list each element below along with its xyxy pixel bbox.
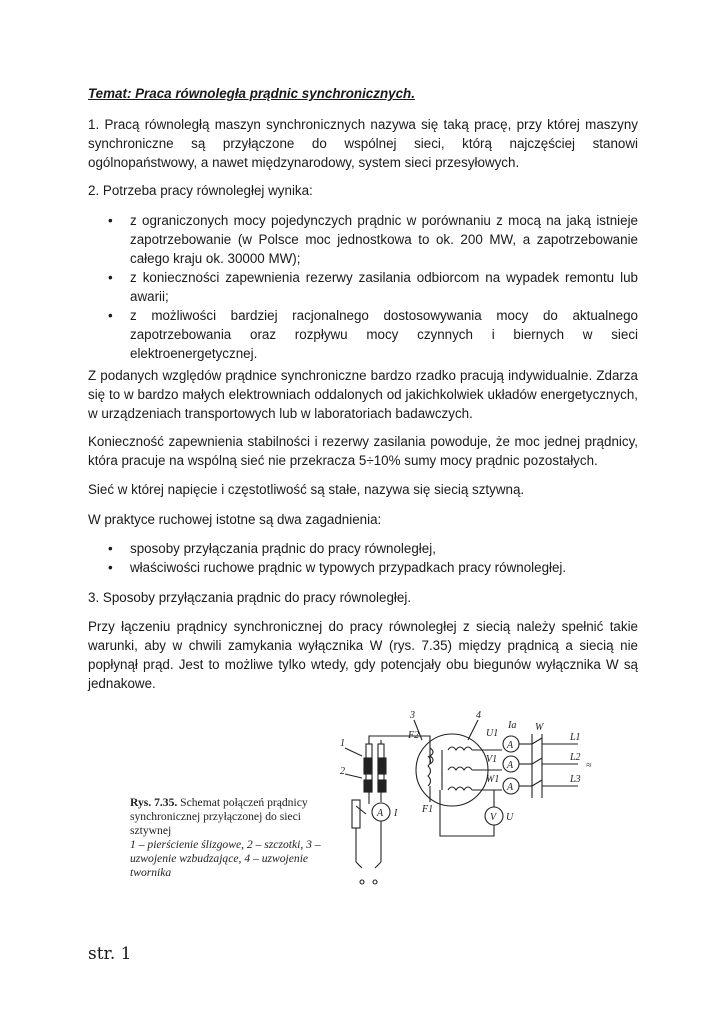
ammeter-w-label: A [507, 782, 514, 793]
label-1: 1 [340, 738, 345, 749]
paragraph-5: Sieć w której napięcie i częstotliwość są stałe, nazywa się siecią sztywną. [88, 482, 525, 497]
label-w1: W1 [486, 774, 500, 785]
paragraph-2: 2. Potrzeba pracy równoległej wynika: [88, 183, 313, 198]
list-item: • z konieczności zapewnienia rezerwy zasilania odbiorcom na wypadek remontu lub awarii; [88, 268, 638, 306]
label-u: U [506, 812, 514, 823]
caption-title: Rys. 7.35. [130, 796, 178, 809]
label-f2: F2 [408, 730, 420, 741]
page-title: Temat: Praca równoległa prądnic synchronicznych. [88, 86, 415, 101]
label-v1: V1 [486, 754, 498, 765]
list-item: • sposoby przyłączania prądnic do pracy równoległej, [88, 539, 638, 558]
list-item: • z ograniczonych mocy pojedynczych prądnic w porównaniu z mocą na jaką istnieje zapotrzebowanie (w Polsce moc jednostkowa to ok. 200 MW, a zapotrzebowanie całego kraju ok. 30000 MW); [88, 211, 638, 268]
paragraph-8: Przy łączeniu prądnicy synchronicznej do pracy równoległej z siecią należy spełnić takie warunki, aby w chwili zamykania wyłącznika W (rys. 7.35) między prądnicą a siecią nie popłynął prąd. Jest to możliwe tylko wtedy, gdy potencjały obu biegunów wyłącznika W są jednakowe. [88, 619, 638, 691]
label-u1: U1 [486, 728, 499, 739]
page-number: str. 1 [88, 944, 132, 964]
label-4: 4 [476, 710, 481, 721]
caption-legend: 1 – pierścienie ślizgowe, 2 – szczotki, 3 – uzwojenie wzbudzające, 4 – uzwojenie twornika [130, 838, 321, 879]
paragraph-4: Konieczność zapewnienia stabilności i rezerwy zasilania powoduje, że moc jednej prądnicy, która pracuje na wspólną sieć nie przekracza 5÷10% sumy mocy prądnic pozostałych. [88, 434, 638, 468]
ammeter-v-label: A [507, 760, 514, 771]
figure-7-35 [130, 706, 600, 896]
label-f1: F1 [422, 804, 434, 815]
label-2: 2 [340, 766, 345, 777]
label-w: W [535, 722, 544, 733]
label-i: I [394, 808, 398, 819]
label-l1: L1 [570, 732, 581, 743]
label-ia: Ia [508, 720, 517, 731]
paragraph-1: 1. Pracą równoległą maszyn synchronicznych nazywa się taką pracę, przy której maszyny synchroniczne są przyłączone do wspólnej sieci, którą najczęściej stanowi ogólnopaństwowy, a nawet międzynarodowy, system sieci przesyłowych. [88, 117, 638, 170]
label-l3: L3 [570, 774, 581, 785]
label-tilde: ≈ [586, 760, 592, 771]
paragraph-3: Z podanych względów prądnice synchroniczne bardzo rzadko pracują indywidualnie. Zdarza się to w bardzo małych elektrowniach oddalonych od jakichkolwiek układów energetycznych, w urządzeniach transportowych lub w laboratoriach badawczych. [88, 368, 638, 421]
circuit-diagram [130, 706, 600, 896]
bullet-list-1 [88, 211, 638, 363]
list-item: • z możliwości bardziej racjonalnego dostosowywania mocy do aktualnego zapotrzebowania oraz rozpływu mocy czynnych i biernych w sieci elektroenergetycznej. [88, 306, 638, 363]
voltmeter-label: V [490, 812, 497, 823]
paragraph-7: 3. Sposoby przyłączania prądnic do pracy równoległej. [88, 590, 412, 605]
bullet-list-2 [88, 539, 638, 577]
ammeter-u-label: A [507, 740, 514, 751]
label-l2: L2 [570, 752, 581, 763]
list-item: • właściwości ruchowe prądnic w typowych przypadkach pracy równoległej. [88, 558, 638, 577]
excitation-ammeter-label: A [377, 808, 384, 819]
paragraph-6: W praktyce ruchowej istotne są dwa zagadnienia: [88, 512, 382, 527]
caption-text: Schemat połączeń prądnicy synchronicznej przyłączonej do sieci sztywnej [130, 796, 308, 837]
label-3: 3 [410, 710, 415, 721]
